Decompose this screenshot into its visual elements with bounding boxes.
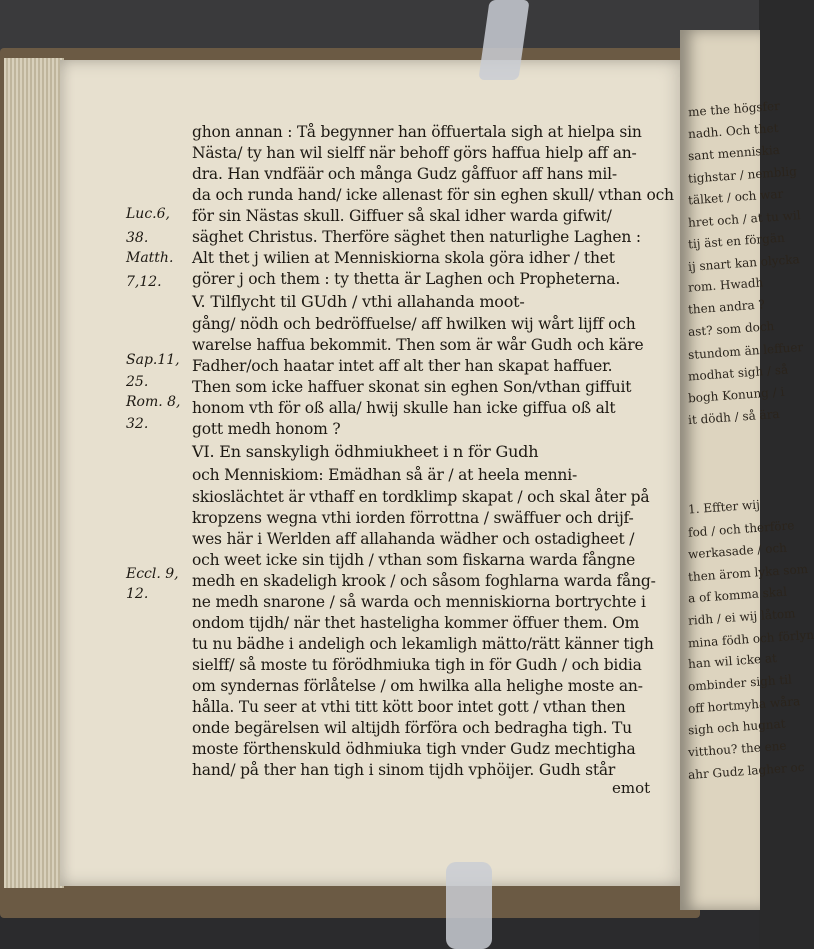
page-edges xyxy=(4,58,64,888)
facing-line: hret och / at tu wil xyxy=(687,208,802,230)
text-line: medh en skadeligh krook / och såsom foghlarna warda fång- xyxy=(192,572,656,590)
text-line: dra. Han vndfäär och många Gudz gåffuor aff hans mil- xyxy=(192,165,617,183)
text-line: hålla. Tu seer at vthi titt kött boor intet gott / vthan then xyxy=(192,698,626,716)
text-line: honom vth för oß alla/ hwij skulle han icke giffua oß alt xyxy=(192,399,616,417)
catchword: emot xyxy=(612,779,651,797)
facing-line: ij snart kan olycka xyxy=(687,252,801,274)
text-line: görer j och them : ty thetta är Laghen och Propheterna. xyxy=(192,270,621,288)
facing-line: sigh och hugnat xyxy=(687,716,786,738)
facing-line: ombinder sigh til xyxy=(687,672,793,694)
facing-line: it dödh / så ära xyxy=(687,406,781,428)
facing-line: ast? som doch xyxy=(687,319,775,339)
text-line: hand/ på ther han tigh i sinom tijdh vphöijer. Gudh står xyxy=(192,761,616,779)
text-line: och weet icke sin tijdh / vthan som fiskarna warda fångne xyxy=(192,551,636,569)
text-line: moste förthenskuld ödhmiuka tigh vnder Gudz mechtigha xyxy=(192,740,636,758)
facing-line: tälket / och war xyxy=(687,186,784,208)
facing-line: ahr Gudz lagher oc xyxy=(687,759,805,783)
margin-note: Rom. 8, xyxy=(126,394,181,410)
facing-line: fod / och therföre xyxy=(687,518,795,540)
text-line: Fadher/och haatar intet aff alt ther han skapat haffuer. xyxy=(192,357,613,375)
text-line: om syndernas förlåtelse / om hwilka alla helighe moste an- xyxy=(192,677,643,695)
facing-line: tij äst en förgän xyxy=(687,230,786,252)
facing-line: vitthou? the ene xyxy=(687,738,787,760)
facing-line: sant menniskia xyxy=(687,142,781,164)
text-line: för sin Nästas skull. Giffuer så skal idher warda gifwit/ xyxy=(192,207,612,225)
text-line: skioslächtet är vthaff en tordklimp skapat / och skal åter på xyxy=(192,488,650,506)
text-line: tu nu bädhe i andeligh och lekamligh mätto/rätt känner tigh xyxy=(192,635,654,653)
facing-line: stundom än leffuer xyxy=(687,339,804,363)
facing-line: tighstar / nemblig xyxy=(687,164,798,186)
section-heading: V. Tilflycht til GUdh / vthi allahanda moot- xyxy=(192,292,525,311)
facing-line: bogh Konung / i xyxy=(687,384,785,406)
book-clip-bottom xyxy=(446,862,492,949)
text-line: kropzens wegna vthi iorden förrottna / swäffuer och drijf- xyxy=(192,509,634,527)
margin-note: 7,12. xyxy=(126,274,162,290)
text-line: ne medh snarone / så warda och menniskiorna bortrychte i xyxy=(192,593,646,611)
facing-line: off hortmyha wåra xyxy=(687,694,801,716)
facing-line: han wil icke at xyxy=(687,650,778,672)
facing-line: then andra ? xyxy=(687,297,766,317)
text-line: ondom tijdh/ när thet hasteligha kommer öffuer them. Om xyxy=(192,614,640,632)
facing-line: nadh. Och thet xyxy=(687,120,779,142)
text-line: onde begärelsen wil altijdh förföra och bedragha tigh. Tu xyxy=(192,719,632,737)
facing-line: 1. Effter wij xyxy=(687,497,761,517)
facing-line: modhat sigh / så xyxy=(687,362,789,384)
margin-note: Sap.11, xyxy=(126,352,180,368)
margin-note: 32. xyxy=(126,416,149,432)
text-line: wes här i Werlden aff allahanda wädher och ostadigheet / xyxy=(192,530,635,548)
facing-line: mina födh och förlyn xyxy=(687,627,814,651)
margin-note: 25. xyxy=(126,374,149,390)
facing-line: then ärom lyka som xyxy=(687,561,809,585)
margin-note: 12. xyxy=(126,586,149,602)
text-line: säghet Christus. Therföre säghet then naturlighe Laghen : xyxy=(192,228,641,246)
text-line: gott medh honom ? xyxy=(192,420,341,438)
text-line: Alt thet j wilien at Menniskiorna skola göra idher / thet xyxy=(192,249,615,267)
facing-line: werkasade / och xyxy=(687,540,788,562)
margin-note: Matth. xyxy=(126,250,174,266)
facing-page xyxy=(680,30,814,910)
text-line: sielff/ så moste tu förödhmiuka tigh in för Gudh / och bidia xyxy=(192,656,642,674)
text-line: warelse haffua bekommit. Then som är wår Gudh och käre xyxy=(192,336,644,354)
text-line: Nästa/ ty han wil sielff när behoff görs haffua hielp aff an- xyxy=(192,144,637,162)
text-line: da och runda hand/ icke allenast för sin eghen skull/ vthan och xyxy=(192,186,674,204)
section-heading: VI. En sanskyligh ödhmiukheet i n för Gudh xyxy=(192,442,539,461)
facing-line: a of komma skal xyxy=(687,584,788,606)
facing-line: rom. Hwadh xyxy=(687,275,764,295)
text-line: och Menniskiom: Emädhan så är / at heela menni- xyxy=(192,466,578,484)
facing-line: me the högsfer xyxy=(687,98,781,120)
text-line: ghon annan : Tå begynner han öffuertala sigh at hielpa sin xyxy=(192,123,642,141)
text-line: gång/ nödh och bedröffuelse/ aff hwilken wij wårt lijff och xyxy=(192,315,636,333)
margin-note: Eccl. 9, xyxy=(126,566,179,582)
margin-note: Luc.6, xyxy=(126,206,170,222)
margin-note: 38. xyxy=(126,230,149,246)
text-line: Then som icke haffuer skonat sin eghen Son/vthan giffuit xyxy=(192,378,632,396)
facing-line: ridh / ei wij låtom xyxy=(687,606,796,628)
